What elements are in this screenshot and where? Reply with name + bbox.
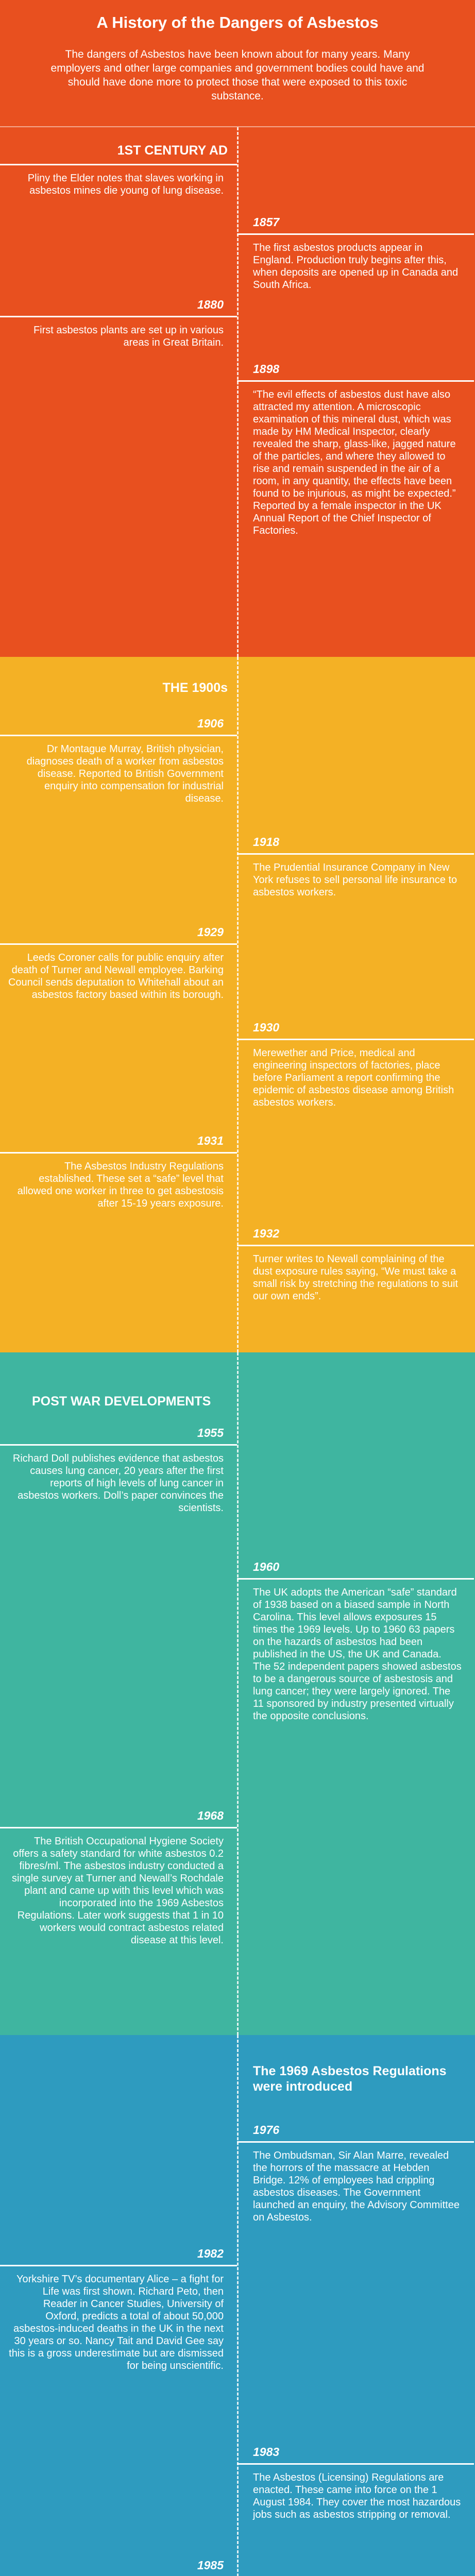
entry-text: Leeds Coroner calls for public enquiry after death of Turner and Newall employee. Barking Council sends deputation to Whitehall about an asbestos factory based within its borough. bbox=[8, 952, 224, 1001]
section-1900s bbox=[0, 657, 475, 1352]
intro-text: The dangers of Asbestos have been known about for many years. Many employers and other large companies and government bodies could have and should have done more to protect those that were exposed to this toxic substance. bbox=[50, 48, 425, 102]
entry-year: 1960 bbox=[253, 1560, 280, 1573]
section-title: POST WAR DEVELOPMENTS bbox=[32, 1394, 211, 1409]
entry-year: 1968 bbox=[197, 1809, 224, 1822]
entry-year: 1929 bbox=[197, 925, 224, 939]
page-title: A History of the Dangers of Asbestos bbox=[96, 13, 379, 31]
entry-year: 1955 bbox=[197, 1426, 224, 1439]
entry-rule bbox=[0, 316, 237, 317]
entry-year: 1857 bbox=[253, 215, 280, 229]
section-title: THE 1900s bbox=[162, 681, 228, 695]
entry-rule bbox=[0, 1152, 237, 1154]
entry-text: First asbestos plants are set up in various areas in Great Britain. bbox=[33, 325, 224, 348]
entry-text: Richard Doll publishes evidence that asbestos causes lung cancer, 20 years after the first reports of high levels of lung cancer in asbestos workers. Doll’s paper convinces the scientists. bbox=[12, 1453, 224, 1514]
entry-text: Turner writes to Newall complaining of the dust exposure rules saying, “We must take a small risk by stretching the regulations to suit our own ends”. bbox=[253, 1253, 458, 1302]
entry-text: The Asbestos Industry Regulations established. These set a “safe” level that allowed one worker in three to get asbestosis after 15-19 years exposure. bbox=[17, 1161, 224, 1209]
section-post-war bbox=[0, 1352, 475, 2035]
entry-text: The Ombudsman, Sir Alan Marre, revealed the horrors of the massacre at Hebden Bridge. 12% of employees had crippling asbestos diseases. The Government launched an enquiry, the Advisory Committee on Asbestos. bbox=[253, 2150, 460, 2223]
entry-rule bbox=[237, 2141, 474, 2143]
entry-year: 1983 bbox=[253, 2445, 280, 2459]
section-title: 1ST CENTURY AD bbox=[117, 143, 228, 158]
entry-rule bbox=[237, 233, 474, 235]
entry-text: Merewether and Price, medical and engineering inspectors of factories, place before Parliament a report confirming the epidemic of asbestos disease among British asbestos workers. bbox=[253, 1047, 454, 1108]
entry-year: 1985 bbox=[197, 2558, 224, 2572]
entry-text: Dr Montague Murray, British physician, diagnoses death of a worker from asbestos disease. Reported to British Government enquiry into compensation for industrial disease. bbox=[26, 743, 224, 804]
entry-year: 1898 bbox=[253, 362, 280, 376]
entry-year: 1931 bbox=[197, 1134, 224, 1147]
entry-rule bbox=[237, 1578, 474, 1580]
entry-text: The Prudential Insurance Company in New York refuses to sell personal life insurance to asbestos workers. bbox=[253, 862, 457, 898]
entry-rule bbox=[0, 2265, 237, 2266]
entry-year: 1932 bbox=[253, 1227, 280, 1240]
entry-year: 1982 bbox=[197, 2247, 224, 2260]
section-title: The 1969 Asbestos Regulations were introduced bbox=[253, 2064, 447, 2094]
entry-year: 1930 bbox=[253, 1021, 280, 1034]
entry-rule bbox=[237, 1245, 474, 1246]
entry-rule bbox=[0, 735, 237, 736]
entry-text: Pliny the Elder notes that slaves working in asbestos mines die young of lung disease. bbox=[27, 173, 224, 196]
entry-text: The UK adopts the American “safe” standard of 1938 based on a biased sample in North Carolina. This level allows exposures 15 times the 1969 levels. Up to 1960 63 papers on the hazards of asbestos had been published in the US, the UK and Canada. The 52 independent papers showed asbestos to be a dangerous source of asbestosis and lung cancer; they were largely ignored. The 11 sponsored by industry presented virtually the opposite conclusions. bbox=[253, 1587, 462, 1722]
entry-rule bbox=[237, 380, 474, 382]
section-1969-regulations bbox=[0, 2035, 475, 2576]
entry-rule bbox=[0, 1827, 237, 1828]
entry-rule bbox=[237, 853, 474, 855]
entry-rule bbox=[0, 164, 237, 165]
entry-year: 1880 bbox=[197, 298, 224, 311]
entry-text: Yorkshire TV’s documentary Alice – a fight for Life was first shown. Richard Peto, then Reader in Cancer Studies, University of Oxford, predicts a total of about 50,000 asbestos-induced deaths in the UK in the next 30 years or so. Nancy Tait and David Gee say this is a gross underestimate but are dismissed for being unscientific. bbox=[9, 2274, 224, 2371]
entry-text: The British Occupational Hygiene Society offers a safety standard for white asbestos 0.2 fibres/ml. The asbestos industry conducted a single survey at Turner and Newall’s Rochdale plant and came up with this level which was incorporated into the 1969 Asbestos Regulations. Later work suggests that 1 in 10 workers would contract asbestos related disease at this level. bbox=[12, 1836, 224, 1946]
entry-year: 1906 bbox=[197, 717, 224, 730]
entry-rule bbox=[237, 2463, 474, 2465]
entry-rule bbox=[0, 1444, 237, 1446]
entry-year: 1918 bbox=[253, 835, 280, 849]
section-1st-century bbox=[0, 126, 475, 657]
entry-year: 1976 bbox=[253, 2123, 280, 2137]
entry-text: The first asbestos products appear in England. Production truly begins after this, when deposits are opened up in Canada and South Africa. bbox=[253, 242, 459, 291]
entry-rule bbox=[0, 943, 237, 945]
entry-text: “The evil effects of asbestos dust have also attracted my attention. A microscopic examination of this mineral dust, which was made by HM Medical Inspector, clearly revealed the sharp, glass-like, jagged nature of the particles, and where they allowed to rise and remain suspended in the air of a room, in any quantity, the effects have been found to be injurious, as might be expected.” Reported by a female inspector in the UK Annual Report of the Chief Inspector of Factories. bbox=[253, 389, 456, 536]
header bbox=[0, 0, 475, 126]
entry-text: The Asbestos (Licensing) Regulations are enacted. These came into force on the 1 August 1984. They cover the most hazardous jobs such as asbestos stripping or removal. bbox=[253, 2472, 461, 2520]
entry-rule bbox=[237, 1039, 474, 1040]
